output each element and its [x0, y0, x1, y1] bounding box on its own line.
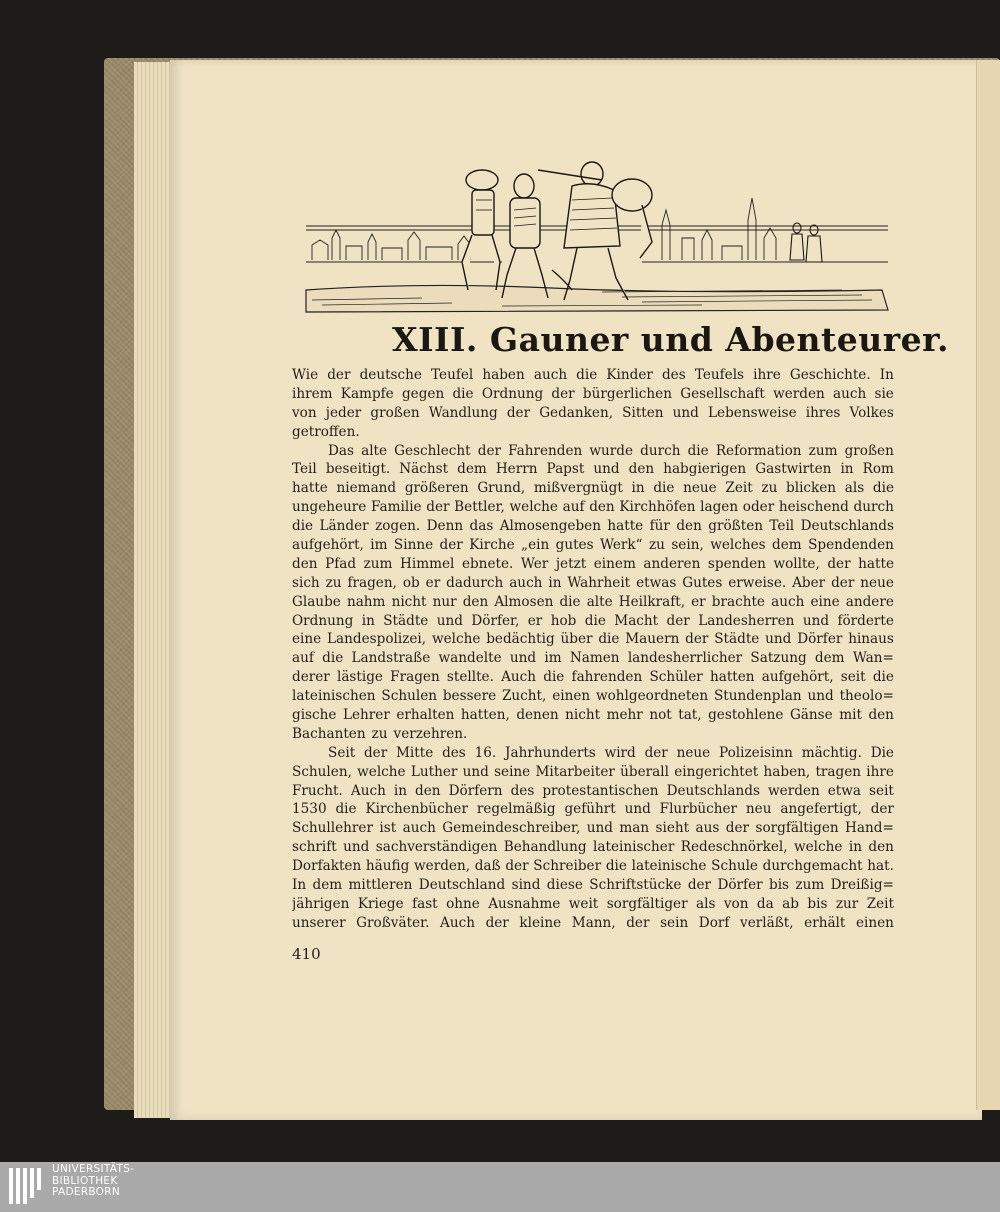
text-line: ungeheure Familie der Bettler, welche auf den Kirchhöfen lagen oder heischend durch	[292, 499, 894, 516]
text-line: die Länder zogen. Denn das Almosengeben hatte für den größten Teil Deutschlands	[292, 518, 894, 535]
text-line: eine Landespolizei, welche bedächtig über die Mauern der Städte und Dörfer hinaus	[292, 631, 894, 648]
next-page-edge	[976, 60, 1000, 1110]
text-line: lateinischen Schulen bessere Zucht, einen wohlgeordneten Stundenplan und theolo=	[292, 688, 894, 705]
text-line: gische Lehrer erhalten hatten, denen nicht mehr not tat, gestohlene Gänse mit den	[292, 707, 894, 724]
text-line: derer lästige Fragen stellte. Auch die fahrenden Schüler hatten aufgehört, seit die	[292, 669, 894, 686]
text-line: Teil beseitigt. Nächst dem Herrn Papst und den habgierigen Gastwirten in Rom	[292, 461, 894, 478]
text-line: getroffen.	[292, 423, 360, 440]
woodcut-illustration	[302, 150, 892, 320]
page-edges	[134, 62, 174, 1118]
text-line: von jeder großen Wandlung der Gedanken, Sitten und Lebensweise ihres Volkes	[292, 404, 894, 421]
text-line: Schulen, welche Luther und seine Mitarbeiter überall eingerichtet haben, tragen ihre	[292, 763, 894, 780]
library-footer-bar	[0, 1162, 1000, 1212]
library-name-line: UNIVERSITÄTS-	[52, 1163, 135, 1175]
text-line: jährigen Kriege fast ohne Ausnahme weit sorgfältiger als von da ab bis zur Zeit	[292, 895, 894, 912]
text-line: Ordnung in Städte und Dörfer, er hob die Macht der Landesherren und förderte	[292, 612, 894, 629]
text-line: Das alte Geschlecht der Fahrenden wurde durch die Reformation zum großen	[328, 442, 894, 459]
text-line: Frucht. Auch in den Dörfern des protestantischen Deutschlands werden etwa seit	[292, 782, 894, 799]
text-line: hatte niemand größeren Grund, mißvergnügt in die neue Zeit zu blicken als die	[292, 480, 894, 497]
text-line: aufgehört, im Sinne der Kirche „ein gutes Werk“ zu sein, welches dem Spendenden	[292, 537, 894, 554]
text-line: schrift und sachverständigen Behandlung lateinischer Redeschnörkel, welche in den	[292, 839, 894, 856]
text-line: 1530 die Kirchenbücher regelmäßig geführt und Flurbücher neu angefertigt, der	[292, 801, 894, 818]
text-line: Bachanten zu verzehren.	[292, 725, 468, 742]
library-name-line: BIBLIOTHEK	[52, 1174, 118, 1187]
text-line: den Pfad zum Himmel ebnete. Wer jetzt einem anderen spenden wollte, der hatte	[292, 555, 894, 572]
library-logo-icon	[8, 1166, 44, 1206]
text-line: Wie der deutsche Teufel haben auch die Kinder des Teufels ihre Geschichte. In	[292, 367, 894, 383]
text-line: unserer Großväter. Auch der kleine Mann, der sein Dorf verläßt, erhält einen	[292, 914, 894, 931]
text-line: In dem mittleren Deutschland sind diese Schriftstücke der Dörfer bis zum Dreißig=	[292, 877, 894, 894]
text-line: sich zu fragen, ob er dadurch auch in Wahrheit etwas Gutes erweise. Aber der neue	[292, 574, 894, 591]
text-line: Seit der Mitte des 16. Jahrhunderts wird der neue Polizeisinn mächtig. Die	[328, 744, 894, 761]
body-text	[292, 366, 894, 933]
page-number: 410	[292, 945, 321, 963]
text-line: ihrem Kampfe gegen die Ordnung der bürgerlichen Gesellschaft werden auch sie	[292, 385, 894, 402]
chapter-title: XIII. Gauner und Abenteurer.	[392, 320, 949, 359]
text-line: Schullehrer ist auch Gemeindeschreiber, und man sieht aus der sorgfältigen Hand=	[292, 820, 894, 837]
library-name	[52, 1164, 134, 1199]
library-name-line: PADERBORN	[52, 1186, 120, 1198]
text-line: Dorfakten häufig werden, daß der Schreiber die lateinische Schule durchgemacht hat.	[292, 858, 894, 875]
text-line: auf die Landstraße wandelte und im Namen landesherrlicher Satzung dem Wan=	[292, 650, 894, 667]
text-line: Glaube nahm nicht nur den Almosen die alte Heilkraft, er brachte auch eine andere	[292, 593, 894, 610]
